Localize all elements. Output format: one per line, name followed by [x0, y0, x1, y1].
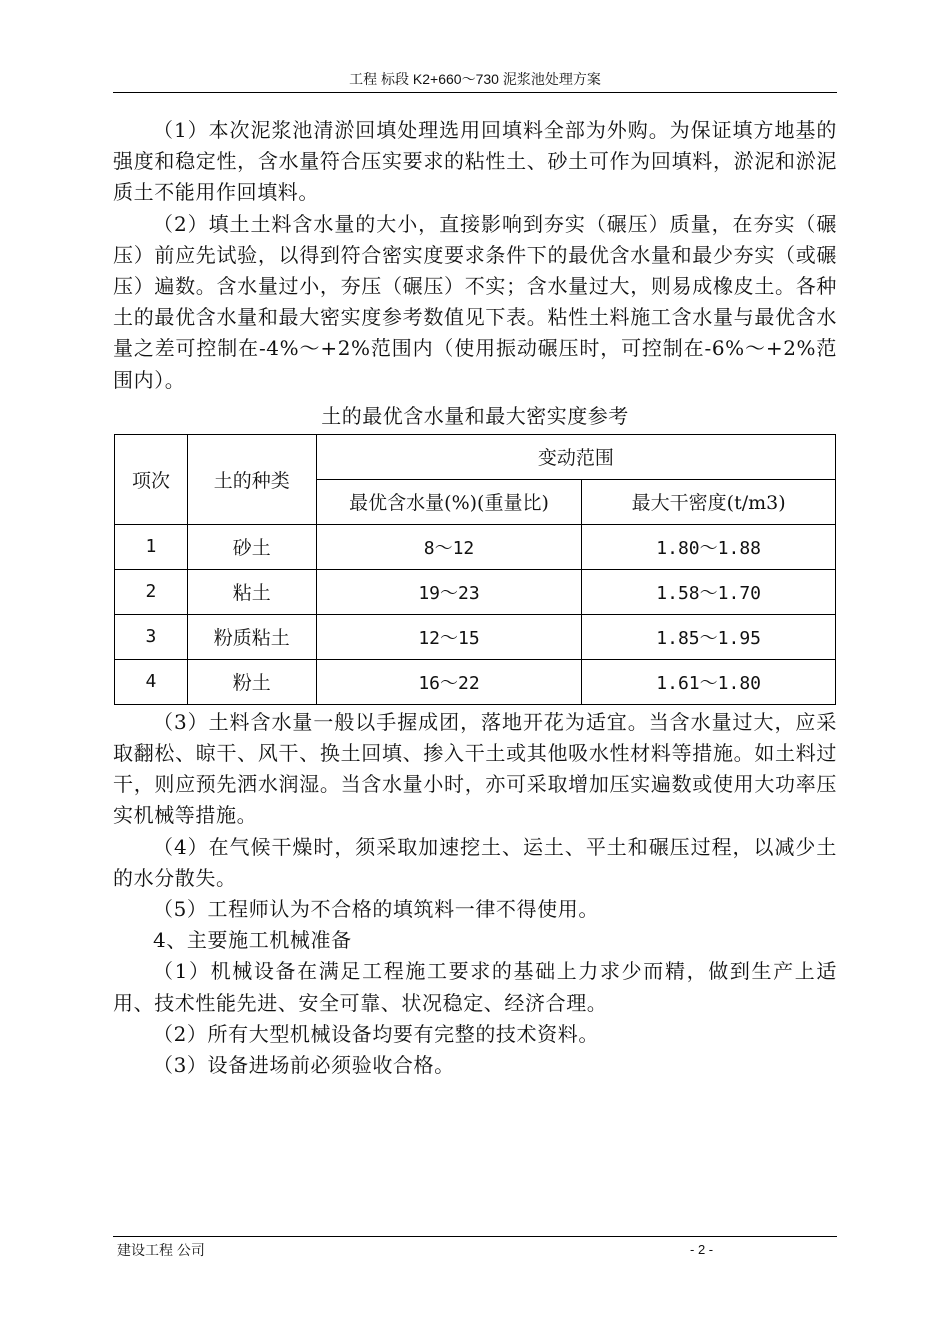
header-optimal-water: 最优含水量(%)(重量比) [316, 479, 582, 524]
cell-index: 1 [115, 524, 188, 569]
table-header-row [115, 434, 836, 479]
paragraph-6: （1）机械设备在满足工程施工要求的基础上力求少而精，做到生产上适用、技术性能先进、安全可靠、状况稳定、经济合理。 [113, 959, 837, 1015]
footer-divider [113, 1236, 837, 1237]
header-index: 项次 [115, 434, 188, 524]
table-caption: 土的最优含水量和最大密实度参考 [321, 403, 629, 428]
paragraph-4: （4）在气候干燥时，须采取加速挖土、运土、平土和碾压过程，以减少土的水分散失。 [113, 834, 837, 890]
soil-parameter-table [114, 434, 836, 705]
footer-page-number: - 2 - [690, 1242, 714, 1257]
table-row [115, 524, 836, 569]
paragraph-5: （5）工程师认为不合格的填筑料一律不得使用。 [153, 897, 599, 922]
cell-density: 1.85～1.95 [582, 614, 836, 659]
cell-soil-type: 粉质粘土 [187, 614, 316, 659]
footer-company: 建设工程 公司 [117, 1242, 205, 1258]
section-heading-machinery: 4、主要施工机械准备 [153, 928, 352, 953]
cell-water: 8～12 [316, 524, 582, 569]
paragraphs-after-table [113, 707, 837, 1081]
cell-index: 4 [115, 659, 188, 704]
header-soil-type: 土的种类 [187, 434, 316, 524]
cell-soil-type: 粉土 [187, 659, 316, 704]
cell-density: 1.80～1.88 [582, 524, 836, 569]
cell-soil-type: 粘土 [187, 569, 316, 614]
paragraph-1: （1）本次泥浆池清淤回填处理选用回填料全部为外购。为保证填方地基的强度和稳定性，含水量符合压实要求的粘性土、砂土可作为回填料，淤泥和淤泥质土不能用作回填料。 [113, 118, 837, 205]
cell-soil-type: 砂土 [187, 524, 316, 569]
header-max-density: 最大干密度(t/m3) [582, 479, 836, 524]
table-row [115, 569, 836, 614]
cell-density: 1.58～1.70 [582, 569, 836, 614]
document-body [113, 115, 837, 1081]
cell-water: 19～23 [316, 569, 582, 614]
page-header-title: 工程 标段 K2+660～730 泥浆池处理方案 [349, 71, 601, 87]
cell-index: 2 [115, 569, 188, 614]
paragraph-2: （2）填土土料含水量的大小，直接影响到夯实（碾压）质量，在夯实（碾压）前应先试验，以得到符合密实度要求条件下的最优含水量和最少夯实（或碾压）遍数。含水量过小，夯压（碾压）不实；含水量过大，则易成橡皮土。各种土的最优含水量和最大密实度参考数值见下表。粘性土料施工含水量与最优含水量之差可控制在-4%～+2%范围内（使用振动碾压时，可控制在-6%～+2%范围内）。 [113, 211, 837, 392]
paragraph-7: （2）所有大型机械设备均要有完整的技术资料。 [153, 1021, 599, 1046]
cell-water: 12～15 [316, 614, 582, 659]
table-row [115, 614, 836, 659]
cell-density: 1.61～1.80 [582, 659, 836, 704]
table-row [115, 659, 836, 704]
cell-index: 3 [115, 614, 188, 659]
cell-water: 16～22 [316, 659, 582, 704]
header-range: 变动范围 [316, 434, 835, 479]
header-divider [113, 92, 837, 93]
paragraph-3: （3）土料含水量一般以手握成团，落地开花为适宜。当含水量过大，应采取翻松、晾干、风干、换土回填、掺入干土或其他吸水性材料等措施。如土料过干，则应预先洒水润湿。当含水量小时，亦可采取增加压实遍数或使用大功率压实机械等措施。 [113, 709, 837, 828]
paragraph-8: （3）设备进场前必须验收合格。 [153, 1053, 455, 1078]
